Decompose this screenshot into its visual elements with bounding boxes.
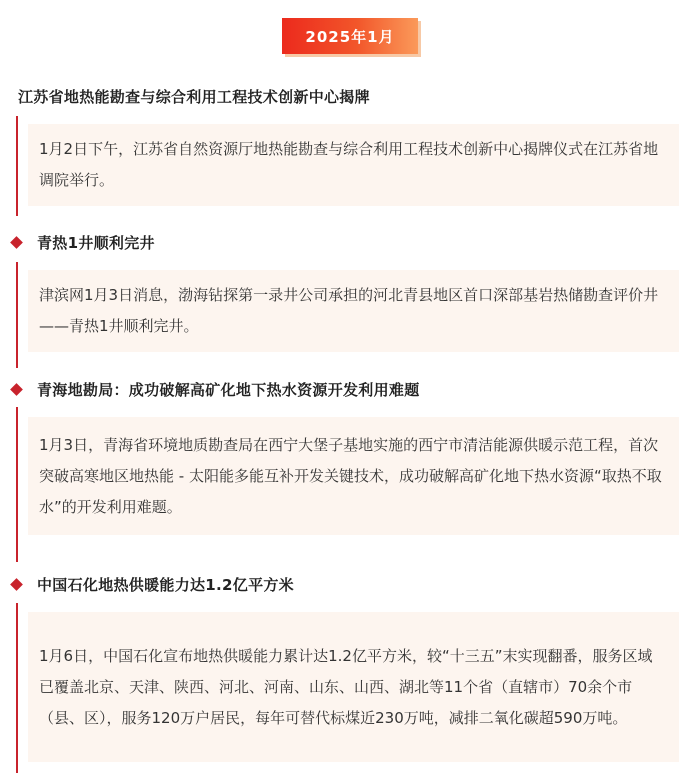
news-body: 1月3日，青海省环境地质勘查局在西宁大堡子基地实施的西宁市清洁能源供暖示范工程，首次突破高寒地区地热能 - 太阳能多能互补开发关键技术，成功破解高矿化地下热水资源“取热不取水”的开发利用难题。 xyxy=(39,435,662,516)
news-body: 1月6日，中国石化宣布地热供暖能力累计达1.2亿平方米，较“十三五”末实现翻番，服务区域已覆盖北京、天津、陕西、河北、河南、山东、山西、湖北等11个省（直辖市）70余个市（县、区），服务120万户居民，每年可替代标煤近230万吨，减排二氧化碳超590万吨。 xyxy=(39,646,653,727)
month-badge xyxy=(282,18,418,54)
timeline-line xyxy=(16,262,18,368)
timeline-diamond-icon xyxy=(10,236,23,249)
timeline-diamond-icon xyxy=(10,578,23,591)
news-title: 青热1井顺利完井 xyxy=(37,234,155,252)
timeline-line xyxy=(16,116,18,216)
news-card xyxy=(28,612,679,762)
news-body: 津滨网1月3日消息，渤海钻探第一录井公司承担的河北青县地区首口深部基岩热储勘查评价井——青热1井顺利完井。 xyxy=(39,286,659,335)
timeline-diamond-icon xyxy=(10,383,23,396)
news-body: 1月2日下午，江苏省自然资源厅地热能勘查与综合利用工程技术创新中心揭牌仪式在江苏省地调院举行。 xyxy=(39,140,659,189)
news-card xyxy=(28,417,679,535)
news-title: 青海地勘局：成功破解高矿化地下热水资源开发利用难题 xyxy=(37,381,420,399)
news-title: 江苏省地热能勘查与综合利用工程技术创新中心揭牌 xyxy=(18,88,370,106)
news-title: 中国石化地热供暖能力达1.2亿平方米 xyxy=(37,576,294,594)
month-label: 2025年1月 xyxy=(305,27,395,46)
news-card xyxy=(28,270,679,352)
timeline-line xyxy=(16,407,18,562)
news-card xyxy=(28,124,679,206)
timeline-line xyxy=(16,603,18,773)
